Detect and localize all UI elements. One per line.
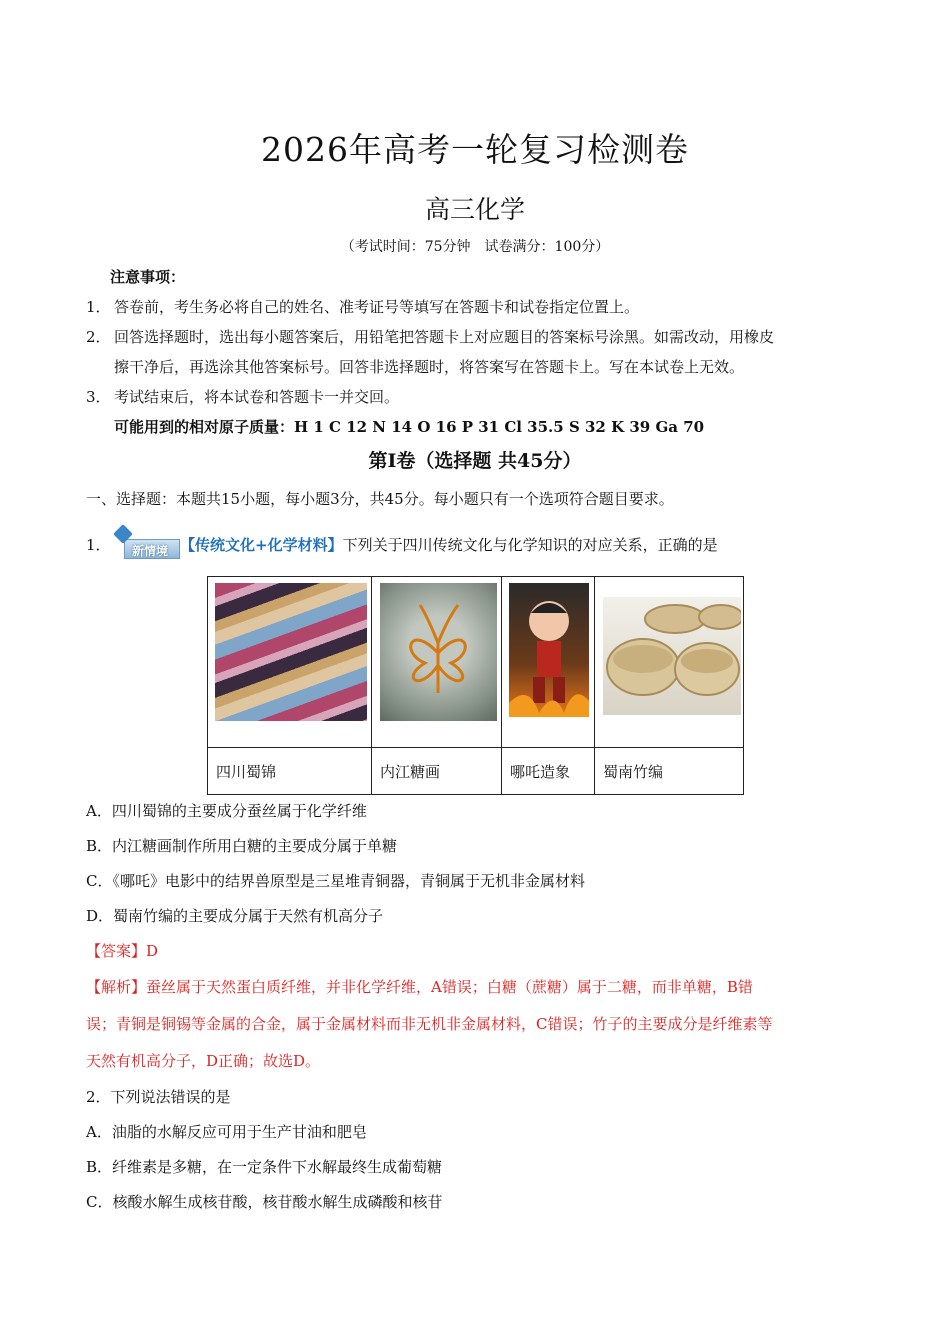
q1-option-c: C．《哪吒》电影中的结界兽原型是三星堆青铜器，青铜属于无机非金属材料 — [86, 872, 585, 890]
note-num: 2． — [86, 328, 111, 346]
note-item-2 — [86, 326, 774, 348]
bamboo-basket-icon — [603, 597, 741, 715]
page-title: 2026年高考一轮复习检测卷 — [261, 130, 689, 169]
image-table — [207, 576, 744, 795]
caption-nezha: 哪吒造象 — [502, 748, 595, 795]
atomic-masses: 可能用到的相对原子质量：H 1 C 12 N 14 O 16 P 31 Cl 35.5 S 32 K 39 Ga 70 — [114, 418, 705, 436]
note-num: 1． — [86, 298, 111, 316]
q1-option-a: A．四川蜀锦的主要成分蚕丝属于化学纤维 — [86, 802, 367, 820]
q1-option-b: B．内江糖画制作所用白糖的主要成分属于单糖 — [86, 837, 398, 855]
note-item-1 — [86, 296, 639, 318]
exam-info: （考试时间：75分钟 试卷满分：100分） — [340, 239, 610, 255]
section-title: 第Ⅰ卷（选择题 共45分） — [368, 450, 582, 472]
notes-heading: 注意事项： — [110, 268, 186, 286]
q2-option-b: B．纤维素是多糖，在一定条件下水解最终生成葡萄糖 — [86, 1158, 443, 1176]
sugar-butterfly-icon — [380, 583, 497, 721]
q1-option-d: D．蜀南竹编的主要成分属于天然有机高分子 — [86, 907, 384, 925]
note-item-3 — [86, 386, 399, 408]
question-tag: 【传统文化+化学材料】 — [180, 536, 343, 554]
caption-sugar-painting: 内江糖画 — [372, 748, 502, 795]
page-subtitle: 高三化学 — [424, 195, 525, 224]
note-text: 考试结束后，将本试卷和答题卡一并交回。 — [114, 388, 400, 406]
q2-option-c: C．核酸水解生成核苷酸，核苷酸水解生成磷酸和核苷 — [86, 1193, 443, 1211]
sugar-painting-image — [372, 577, 502, 748]
answer-label: 【答案】 — [86, 942, 147, 960]
note-text: 回答选择题时，选出每小题答案后，用铅笔把答题卡上对应题目的答案标号涂黑。如需改动，用橡皮 — [114, 328, 775, 346]
caption-shu-brocade: 四川蜀锦 — [208, 748, 372, 795]
analysis-label: 【解析】 — [86, 978, 147, 996]
note-text: 答卷前，考生务必将自己的姓名、准考证号等填写在答题卡和试卷指定位置上。 — [114, 298, 640, 316]
question-2-stem: 2．下列说法错误的是 — [86, 1088, 231, 1106]
question-text: 下列关于四川传统文化与化学知识的对应关系，正确的是 — [342, 536, 718, 554]
question-1-stem — [86, 534, 718, 557]
shu-brocade-image — [208, 577, 372, 748]
q2-option-a: A．油脂的水解反应可用于生产甘油和肥皂 — [86, 1123, 367, 1141]
answer-value: D — [146, 942, 159, 960]
q1-answer — [86, 940, 158, 962]
caption-bamboo-weaving: 蜀南竹编 — [595, 748, 744, 795]
q1-analysis-line-2: 误；青铜是铜锡等金属的合金，属于金属材料而非无机非金属材料，C错误；竹子的主要成分是纤维素等 — [86, 1015, 773, 1033]
question-num: 1． — [86, 536, 111, 554]
q1-analysis-line-3: 天然有机高分子，D正确；故选D。 — [86, 1052, 321, 1070]
bamboo-weaving-image — [595, 577, 744, 748]
note-num: 3． — [86, 388, 111, 406]
section-instruction: 一、选择题：本题共15小题，每小题3分，共45分。每小题只有一个选项符合题目要求。 — [86, 490, 674, 508]
new-context-badge: 新情境 — [120, 535, 178, 557]
analysis-text: 蚕丝属于天然蛋白质纤维，并非化学纤维，A错误；白糖（蔗糖）属于二糖，而非单糖，B错 — [146, 978, 753, 996]
q1-analysis-line-1 — [86, 976, 753, 998]
nezha-figure-icon — [509, 583, 589, 717]
note-item-2-cont: 擦干净后，再选涂其他答案标号。回答非选择题时，将答案写在答题卡上。写在本试卷上无效。 — [114, 358, 745, 376]
nezha-image — [502, 577, 595, 748]
